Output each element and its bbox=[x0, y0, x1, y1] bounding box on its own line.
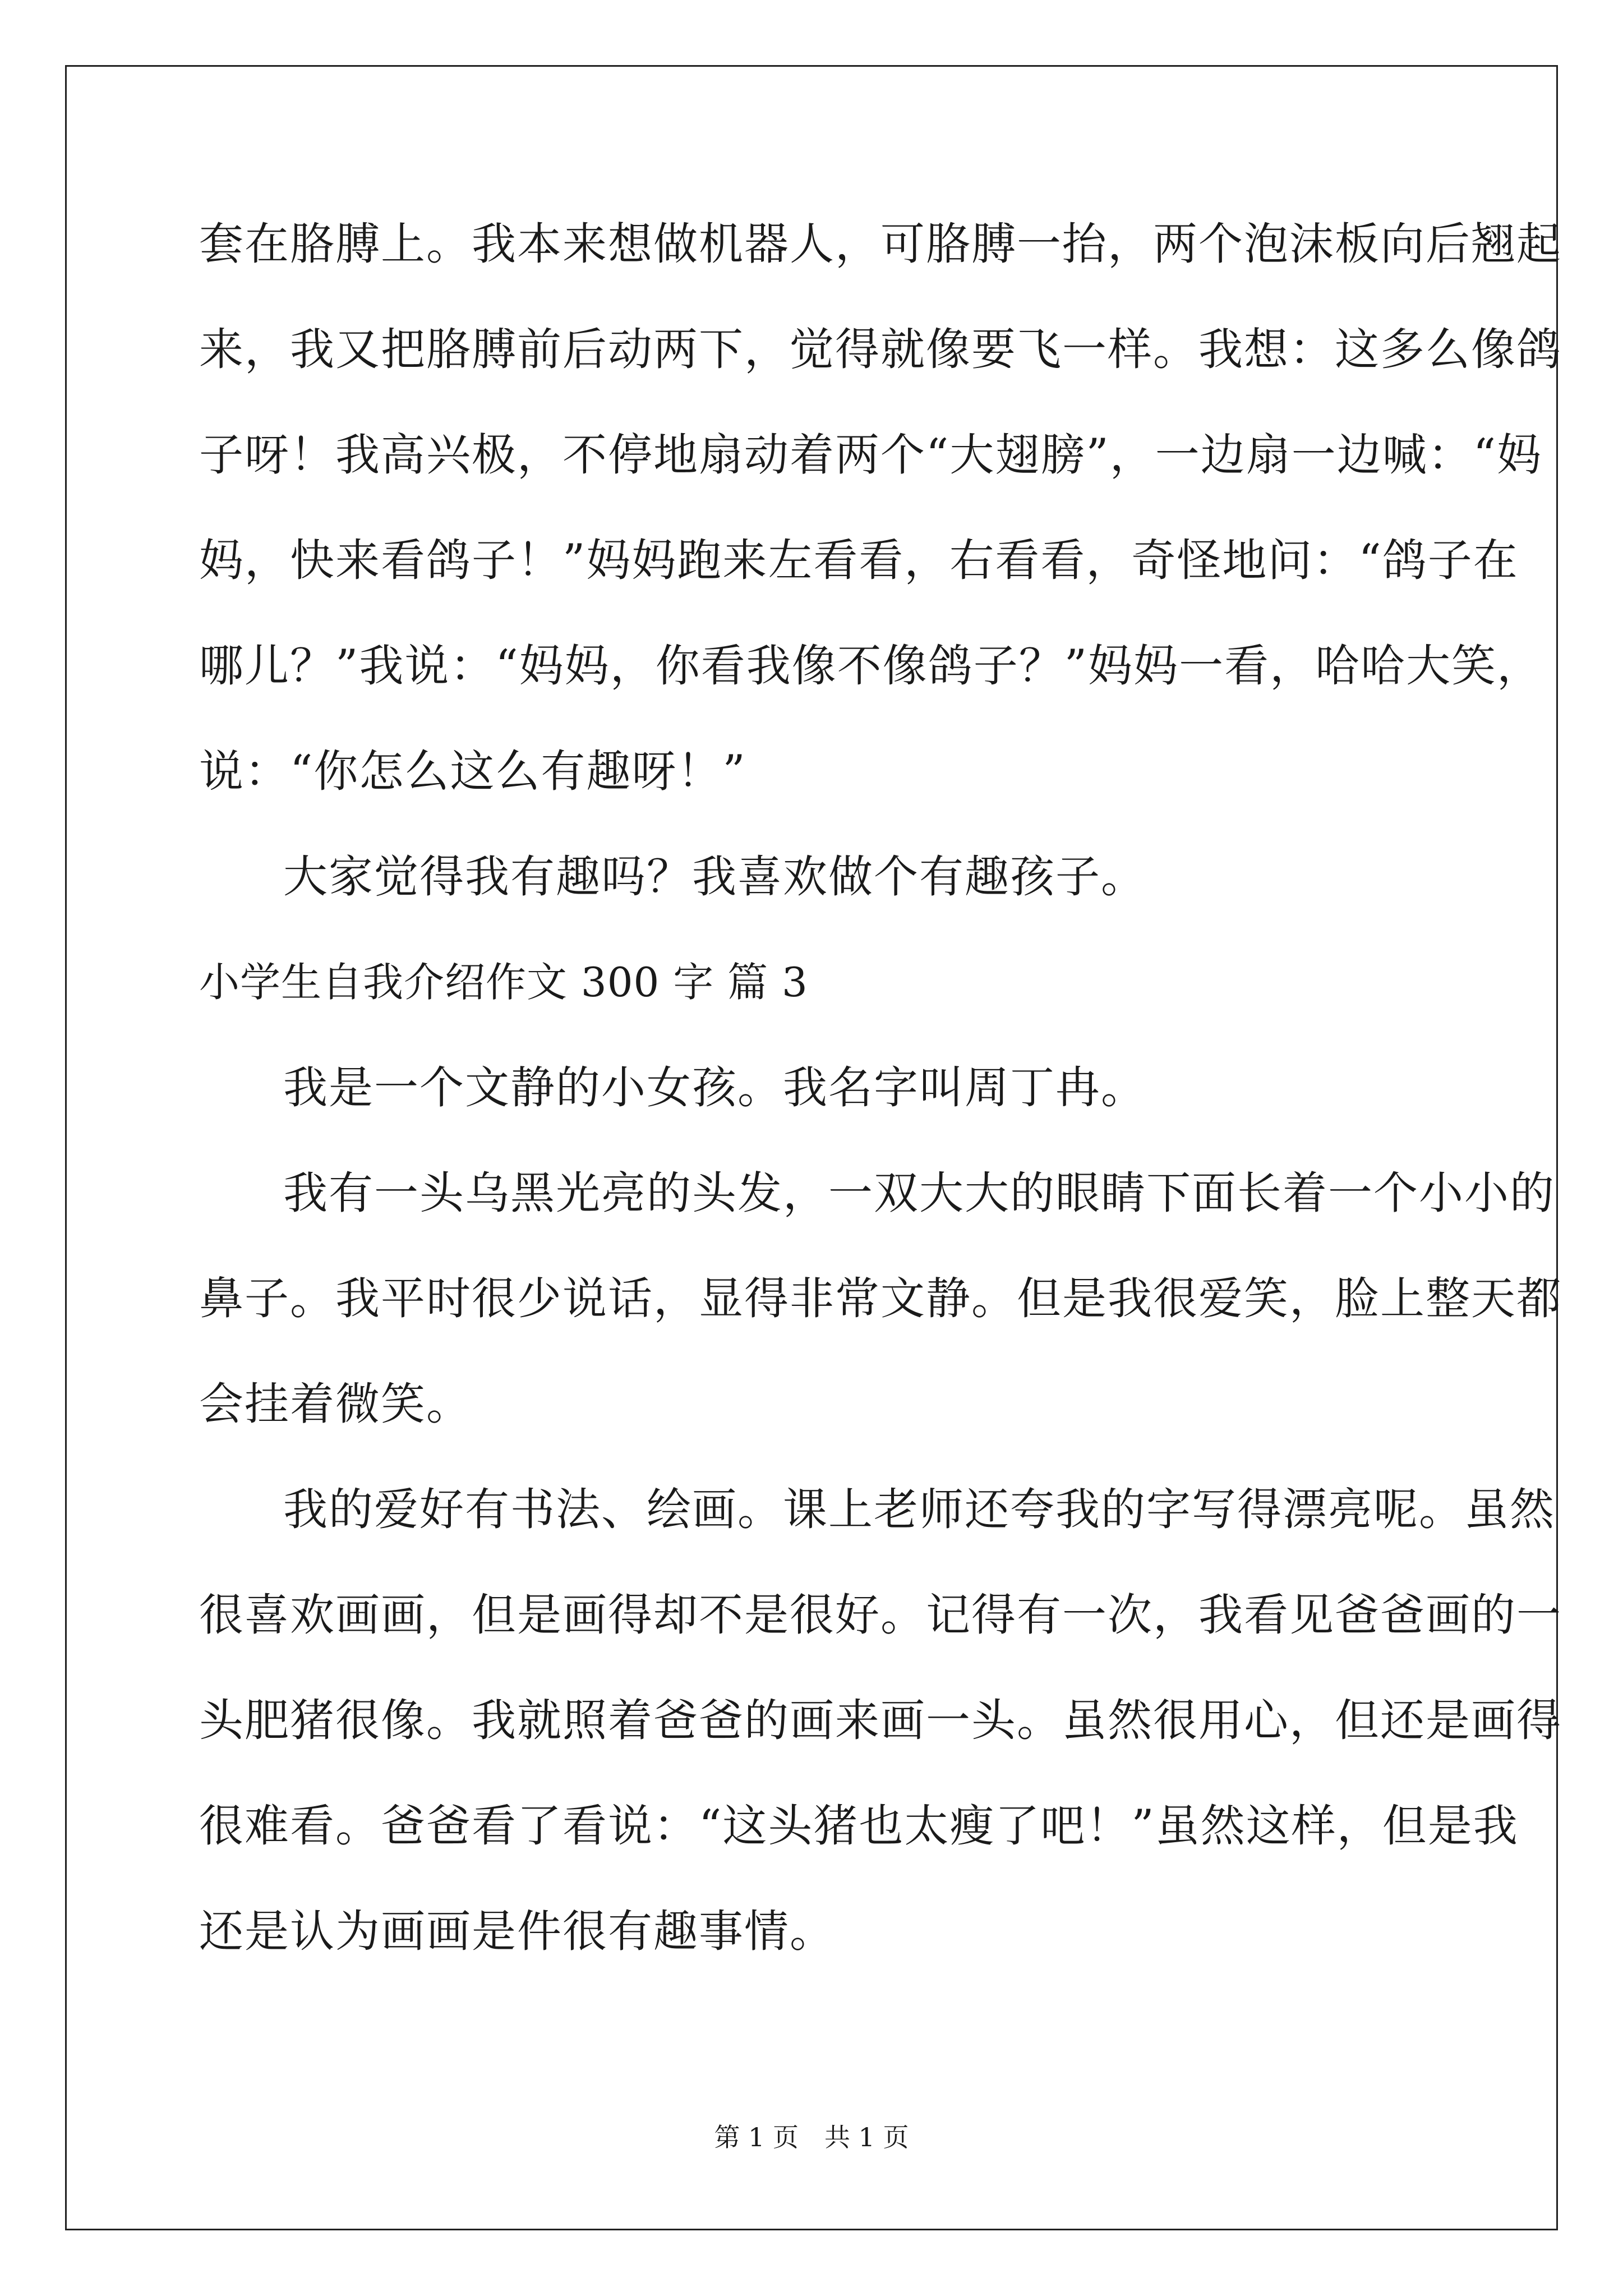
paragraph-4-line-3: 会挂着微笑。 bbox=[199, 1378, 472, 1430]
paragraph-3-line-1: 我是一个文静的小女孩。我名字叫周丁冉。 bbox=[283, 1062, 1146, 1114]
paragraph-1-line-4: 妈，快来看鸽子！”妈妈跑来左看看，右看看，奇怪地问：“鸽子在 bbox=[199, 535, 1519, 586]
paragraph-5-line-3: 头肥猪很像。我就照着爸爸的画来画一头。虽然很用心，但还是画得 bbox=[199, 1695, 1562, 1746]
paragraph-5-line-1: 我的爱好有书法、绘画。课上老师还夸我的字写得漂亮呢。虽然 bbox=[283, 1484, 1555, 1535]
paragraph-5-line-4: 很难看。爸爸看了看说：“这头猪也太瘦了吧！”虽然这样，但是我 bbox=[199, 1800, 1519, 1852]
paragraph-2-line-1: 大家觉得我有趣吗？我喜欢做个有趣孩子。 bbox=[283, 851, 1146, 903]
paragraph-1-line-2: 来，我又把胳膊前后动两下，觉得就像要飞一样。我想：这多么像鸽 bbox=[199, 324, 1562, 375]
section-heading: 小学生自我介绍作文 300 字 篇 3 bbox=[199, 959, 808, 1006]
paragraph-1-line-5: 哪儿？”我说：“妈妈，你看我像不像鸽子？”妈妈一看，哈哈大笑， bbox=[199, 640, 1543, 692]
paragraph-1-line-3: 子呀！我高兴极，不停地扇动着两个“大翅膀”，一边扇一边喊：“妈 bbox=[199, 429, 1543, 481]
paragraph-4-line-1: 我有一头乌黑光亮的头发，一双大大的眼睛下面长着一个小小的 bbox=[283, 1167, 1555, 1219]
paragraph-1-line-6: 说：“你怎么这么有趣呀！” bbox=[199, 746, 746, 797]
paragraph-5-line-5: 还是认为画画是件很有趣事情。 bbox=[199, 1906, 835, 1957]
page-footer: 第 1 页 共 1 页 bbox=[714, 2122, 909, 2152]
paragraph-1-line-1: 套在胳膊上。我本来想做机器人，可胳膊一抬，两个泡沫板向后翘起 bbox=[199, 218, 1562, 270]
paragraph-5-line-2: 很喜欢画画，但是画得却不是很好。记得有一次，我看见爸爸画的一 bbox=[199, 1589, 1562, 1641]
paragraph-4-line-2: 鼻子。我平时很少说话，显得非常文静。但是我很爱笑，脸上整天都 bbox=[199, 1273, 1562, 1324]
